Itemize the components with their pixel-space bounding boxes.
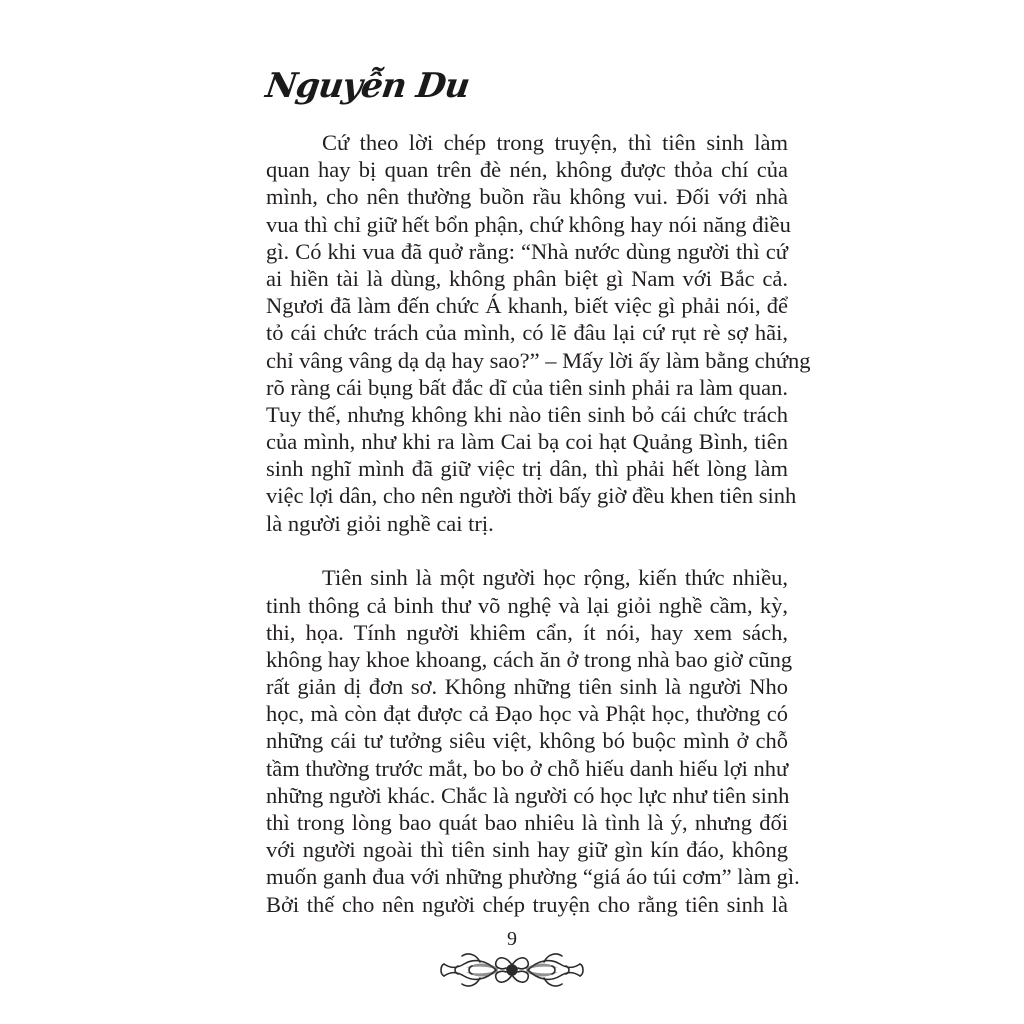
text-line: mình, cho nên thường buồn rầu không vui. Đối với nhà — [266, 184, 788, 210]
text-line: tinh thông cả binh thư võ nghệ và lại giỏi nghề cầm, kỳ, — [266, 592, 788, 618]
text-line: là người giỏi nghề cai trị. — [266, 510, 494, 536]
paragraph-gap — [266, 537, 788, 565]
text-line: những cái tư tưởng siêu việt, không bó buộc mình ở chỗ — [266, 728, 788, 754]
text-line: của mình, như khi ra làm Cai bạ coi hạt Quảng Bình, tiên — [266, 429, 788, 455]
text-line: chỉ vâng vâng dạ dạ hay sao?” – Mấy lời ấy làm bằng chứng — [266, 347, 811, 373]
paragraph-1 — [266, 129, 811, 537]
text-line: quan hay bị quan trên đè nén, không được thỏa chí của — [266, 157, 788, 183]
text-line: những người khác. Chắc là người có học lực như tiên sinh — [266, 782, 790, 808]
text-line: Ngươi đã làm đến chức Á khanh, biết việc gì phải nói, để — [266, 293, 788, 319]
text-line: với người ngoài thì tiên sinh hay giữ gìn kín đáo, không — [266, 837, 788, 863]
text-line: muốn ganh đua với những phường “giá áo túi cơm” làm gì. — [266, 864, 800, 890]
text-line: thi, họa. Tính người khiêm cẩn, ít nói, hay xem sách, — [266, 619, 788, 645]
text-line: tầm thường trước mắt, bo bo ở chỗ hiếu danh hiếu lợi như — [266, 755, 789, 781]
text-line: việc lợi dân, cho nên người thời bấy giờ đều khen tiên sinh — [266, 483, 797, 509]
text-line: không hay khoe khoang, cách ăn ở trong nhà bao giờ cũng — [266, 646, 793, 672]
body-text — [266, 129, 811, 918]
running-title: Nguyễn Du — [263, 66, 472, 106]
text-line: Bởi thế cho nên người chép truyện cho rằng tiên sinh là — [266, 891, 788, 917]
page-number: 9 — [507, 928, 517, 950]
text-line: Tiên sinh là một người học rộng, kiến thức nhiều, — [322, 565, 788, 591]
text-line: vua thì chỉ giữ hết bổn phận, chứ không hay nói năng điều — [266, 211, 791, 237]
text-line: Tuy thế, nhưng không khi nào tiên sinh bỏ cái chức trách — [266, 401, 788, 427]
text-line: rất giản dị đơn sơ. Không những tiên sinh là người Nho — [266, 674, 788, 700]
text-line: gì. Có khi vua đã quở rằng: “Nhà nước dùng người thì cứ — [266, 238, 788, 264]
text-line: thì trong lòng bao quát bao nhiêu là tình là ý, nhưng đối — [266, 810, 788, 835]
text-line: học, mà còn đạt được cả Đạo học và Phật học, thường có — [266, 701, 788, 727]
text-line: Cứ theo lời chép trong truyện, thì tiên sinh làm — [322, 130, 788, 155]
paragraph-2 — [266, 564, 800, 917]
text-line: ai hiền tài là dùng, không phân biệt gì Nam với Bắc cả. — [266, 265, 788, 291]
text-line: sinh nghĩ mình đã giữ việc trị dân, thì phải hết lòng làm — [266, 456, 788, 482]
floral-scroll-ornament-icon — [436, 946, 588, 994]
text-line: tỏ cái chức trách của mình, có lẽ đâu lại cứ rụt rè sợ hãi, — [266, 320, 788, 346]
text-line: rõ ràng cái bụng bất đắc dĩ của tiên sinh phải ra làm quan. — [266, 374, 788, 400]
